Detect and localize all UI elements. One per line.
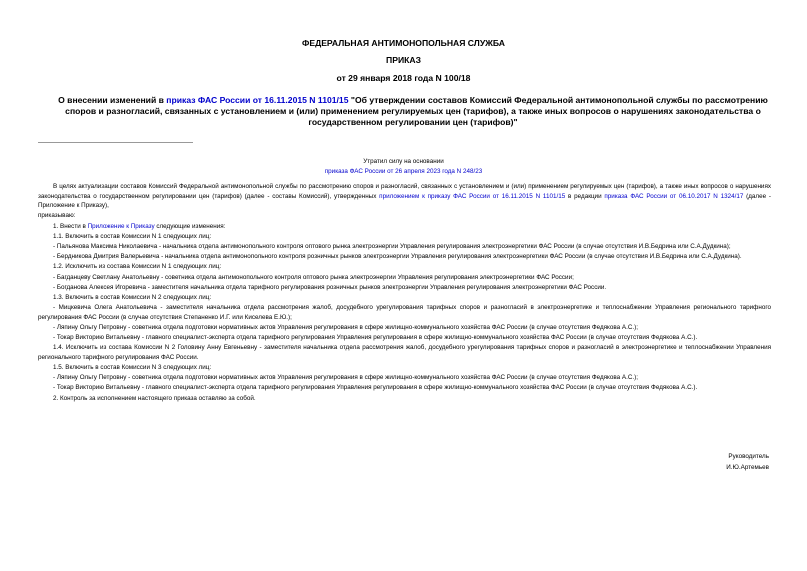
paragraph-text: следующие изменения: — [154, 222, 226, 230]
paragraph: 1.5. Включить в состав Комиссии N 3 следующих лиц: — [53, 364, 212, 371]
paragraph: - Богданова Алексея Игоревича - заместителя начальника отдела тарифного регулирования розничных рынков электроэнергии Управления регулирования электроэнергетики ФАС России. — [53, 283, 607, 291]
paragraph: - Токар Викторию Витальевну - главного специалист-эксперта отдела тарифного регулирования Управления регулирования в сфере жилищно-коммунального хозяйства ФАС России (в случае отсутствия Федякова А.С.). — [53, 334, 698, 342]
paragraph: 1.4. Исключить из состава Комиссии N 2 Головину Анну Евгеньевну - заместителя начальника отдела рассмотрения жалоб, досудебного урегулирования тарифных споров и разногласий в электроэнергетике и теплоснабжении Управления регионального тарифного регулирования ФАС России. — [38, 344, 771, 361]
paragraph: - Ляпину Ольгу Петровну - советника отдела подготовки нормативных актов Управления регулирования в сфере жилищно-коммунального хозяйства ФАС России (в случае отсутствия Федякова А.С.); — [53, 374, 638, 382]
paragraph: 1.3. Включить в состав Комиссии N 2 следующих лиц: — [53, 293, 212, 301]
paragraph: - Пальянова Максима Николаевича - начальника отдела антимонопольного контроля оптового рынка электроэнергии Управления регулирования электроэнергетики ФАС России (в случае отсутствия И.В.Бедрина или С.А.Дудкина); — [53, 242, 731, 250]
doc-body — [38, 182, 771, 404]
paragraph — [38, 222, 771, 232]
paragraph: - Мицкевича Олега Анатольевича - заместителя начальника отдела рассмотрения жалоб, досудебного урегулирования тарифных споров и разногласий в электроэнергетике и теплоснабжении Управления регионального тарифного регулирования ФАС России (в случае отсутствия Степаненко И.Г. или Киселева Е.Ю.); — [38, 304, 771, 321]
intro-link[interactable]: приказ ФАС России от 16.11.2015 N 1101/15 — [166, 95, 349, 105]
paragraph: - Багданцеву Светлану Анатольевну - советника отдела антимонопольного контроля оптового рынка электроэнергии Управления регулирования электроэнергетики ФАС России; — [53, 273, 574, 281]
doc-intro — [56, 95, 770, 128]
lost-force-text: Утратил силу на основании — [363, 158, 444, 165]
signature-role: Руководитель — [728, 453, 769, 460]
paragraph: - Ляпину Ольгу Петровну - советника отдела подготовки нормативных актов Управления регулирования в сфере жилищно-коммунального хозяйства ФАС России (в случае отсутствия Федякова А.С.); — [53, 323, 638, 331]
paragraph: - Токар Викторию Витальевну - главного специалист-эксперта отдела тарифного регулирования Управления регулирования в сфере жилищно-коммунального хозяйства ФАС России (в случае отсутствия Федякова А.С.). — [53, 384, 698, 392]
doc-date-number: от 29 января 2018 года N 100/18 — [336, 73, 471, 83]
signature-block — [726, 452, 769, 473]
org-title: ФЕДЕРАЛЬНАЯ АНТИМОНОПОЛЬНАЯ СЛУЖБА — [302, 38, 505, 48]
paragraph: - Бердникова Дмитрия Валерьевича - начальника отдела антимонопольного контроля розничных рынков электроэнергии Управления регулирования электроэнергетики ФАС России (в случае отсутствия И.В.Бедрина или С.А.Дудкина). — [53, 253, 742, 261]
paragraph — [38, 182, 771, 211]
paragraph-text: В целях актуализации составов Комиссий Федеральной антимонопольной службы по рассмотрению споров и разногласий, связанных с установлением и (или) применением регулируемых цен (тарифов), а также иных вопросов о нарушениях законодательства о государственном регулировании цен (тарифов) (далее - составы Комиссий), утвержденных — [38, 183, 771, 200]
paragraph: 2. Контроль за исполнением настоящего приказа оставляю за собой. — [53, 394, 256, 402]
intro-prefix: О внесении изменений в — [58, 95, 167, 105]
paragraph: 1.1. Включить в состав Комиссии N 1 следующих лиц: — [53, 232, 212, 240]
paragraph-text: 1. Внести в — [53, 222, 88, 230]
order-2017-link[interactable]: приказа ФАС России от 06.10.2017 N 1324/17 — [604, 192, 744, 200]
paragraph-text: в редакции — [565, 192, 605, 200]
appendix-link[interactable]: Приложение к Приказу — [87, 222, 155, 230]
lost-force-note — [0, 157, 807, 177]
paragraph: приказываю: — [38, 212, 76, 220]
separator-line — [38, 142, 193, 143]
intro-suffix: "Об утверждении составов Комиссий Федеральной антимонопольной службы по рассмотрению споров и разногласий, связанных с установлением и (или) применением регулируемых цен (тарифов), а также иных вопросов о нарушениях законодательства о государственном регулировании цен (тарифов)" — [65, 95, 768, 127]
doc-type: ПРИКАЗ — [386, 55, 421, 65]
paragraph-text: (далее - Приложение к Приказу), — [38, 192, 771, 210]
paragraph: 1.2. Исключить из состава Комиссии N 1 следующих лиц: — [53, 263, 222, 271]
order-appendix-link[interactable]: приложением к приказу ФАС России от 16.11.2015 N 1101/15 — [379, 192, 566, 200]
lost-force-link[interactable]: приказа ФАС России от 26 апреля 2023 года N 248/23 — [324, 168, 483, 175]
signature-name: И.Ю.Артемьев — [726, 463, 769, 471]
